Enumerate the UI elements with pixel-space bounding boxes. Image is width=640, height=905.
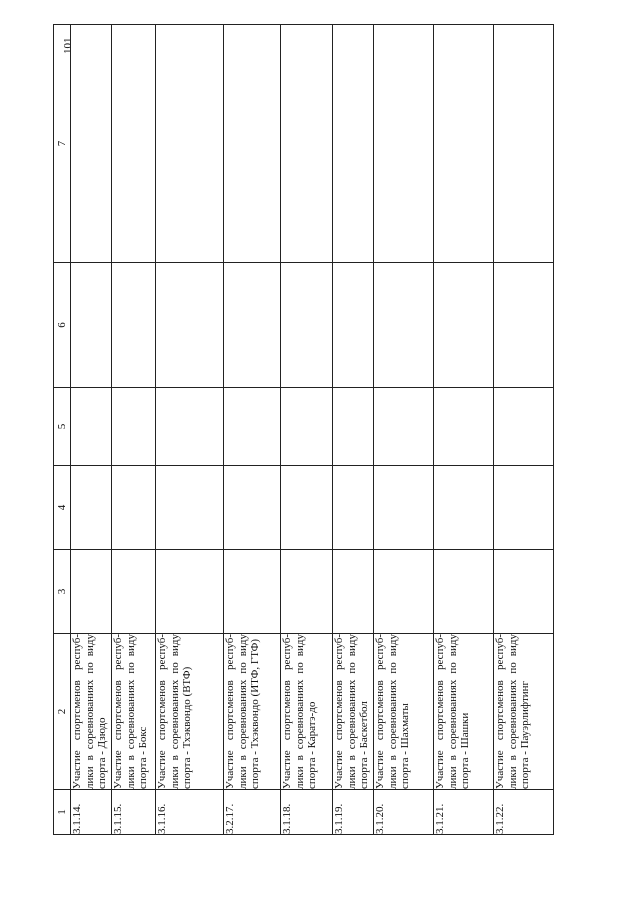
table-row (156, 25, 224, 835)
table-row (112, 25, 156, 835)
empty-cell (374, 388, 434, 466)
row-number: 3.1.14. (71, 790, 112, 835)
column-header: 4 (54, 466, 71, 550)
empty-cell (333, 550, 374, 634)
table-row (333, 25, 374, 835)
row-description: Участие спортсменов респуб-лики в соревнованиях по виду спорта - Бокс (112, 634, 156, 790)
column-header: 7 (54, 25, 71, 263)
empty-cell (71, 263, 112, 388)
row-description: Участие спортсменов респуб-лики в соревнованиях по виду спорта - Дзюдо (71, 634, 112, 790)
empty-cell (281, 263, 333, 388)
column-header: 2 (54, 634, 71, 790)
table-row (224, 25, 281, 835)
row-number: 3.2.17. (224, 790, 281, 835)
empty-cell (224, 550, 281, 634)
empty-cell (374, 25, 434, 263)
empty-cell (281, 550, 333, 634)
column-header: 3 (54, 550, 71, 634)
row-description: Участие спортсменов респуб-лики в соревнованиях по виду спорта - Пауэрлифтинг (494, 634, 554, 790)
empty-cell (112, 25, 156, 263)
empty-cell (333, 25, 374, 263)
empty-cell (71, 388, 112, 466)
page-number: 101 (62, 37, 74, 54)
empty-cell (224, 388, 281, 466)
column-header: 1 (54, 790, 71, 835)
row-number: 3.1.18. (281, 790, 333, 835)
empty-cell (434, 388, 494, 466)
row-number: 3.1.15. (112, 790, 156, 835)
empty-cell (281, 25, 333, 263)
row-description: Участие спортсменов респуб-лики в соревнованиях по виду спорта - Тхэквондо (ИТФ, ГТФ) (224, 634, 281, 790)
row-description: Участие спортсменов респуб-лики в соревнованиях по виду спорта - Каратэ-до (281, 634, 333, 790)
row-number: 3.1.19. (333, 790, 374, 835)
empty-cell (494, 388, 554, 466)
empty-cell (494, 263, 554, 388)
empty-cell (281, 388, 333, 466)
row-description: Участие спортсменов респуб-лики в соревнованиях по виду спорта - Шашки (434, 634, 494, 790)
table-row (374, 25, 434, 835)
empty-cell (434, 263, 494, 388)
empty-cell (71, 466, 112, 550)
empty-cell (281, 466, 333, 550)
header-row (54, 25, 71, 835)
empty-cell (112, 263, 156, 388)
sports-events-table (53, 24, 554, 835)
row-number: 3.1.21. (434, 790, 494, 835)
empty-cell (434, 550, 494, 634)
empty-cell (71, 550, 112, 634)
empty-cell (156, 263, 224, 388)
empty-cell (71, 25, 112, 263)
empty-cell (156, 25, 224, 263)
empty-cell (333, 263, 374, 388)
row-number: 3.1.16. (156, 790, 224, 835)
empty-cell (156, 388, 224, 466)
empty-cell (112, 388, 156, 466)
empty-cell (333, 466, 374, 550)
empty-cell (156, 466, 224, 550)
table-row (494, 25, 554, 835)
row-number: 3.1.20. (374, 790, 434, 835)
table-row (434, 25, 494, 835)
empty-cell (434, 466, 494, 550)
empty-cell (224, 263, 281, 388)
row-description: Участие спортсменов респуб-лики в соревнованиях по виду спорта - Шахматы (374, 634, 434, 790)
table-row (281, 25, 333, 835)
empty-cell (112, 550, 156, 634)
empty-cell (333, 388, 374, 466)
table-row (71, 25, 112, 835)
empty-cell (434, 25, 494, 263)
row-number: 3.1.22. (494, 790, 554, 835)
column-header: 6 (54, 263, 71, 388)
rotated-table-sheet (53, 25, 583, 835)
empty-cell (374, 263, 434, 388)
empty-cell (112, 466, 156, 550)
row-description: Участие спортсменов респуб-лики в соревнованиях по виду спорта - Баскетбол (333, 634, 374, 790)
empty-cell (494, 550, 554, 634)
row-description: Участие спортсменов респуб-лики в соревнованиях по виду спорта - Тхэквондо (ВТФ) (156, 634, 224, 790)
empty-cell (374, 466, 434, 550)
empty-cell (224, 466, 281, 550)
empty-cell (156, 550, 224, 634)
empty-cell (224, 25, 281, 263)
column-header: 5 (54, 388, 71, 466)
empty-cell (374, 550, 434, 634)
empty-cell (494, 25, 554, 263)
empty-cell (494, 466, 554, 550)
